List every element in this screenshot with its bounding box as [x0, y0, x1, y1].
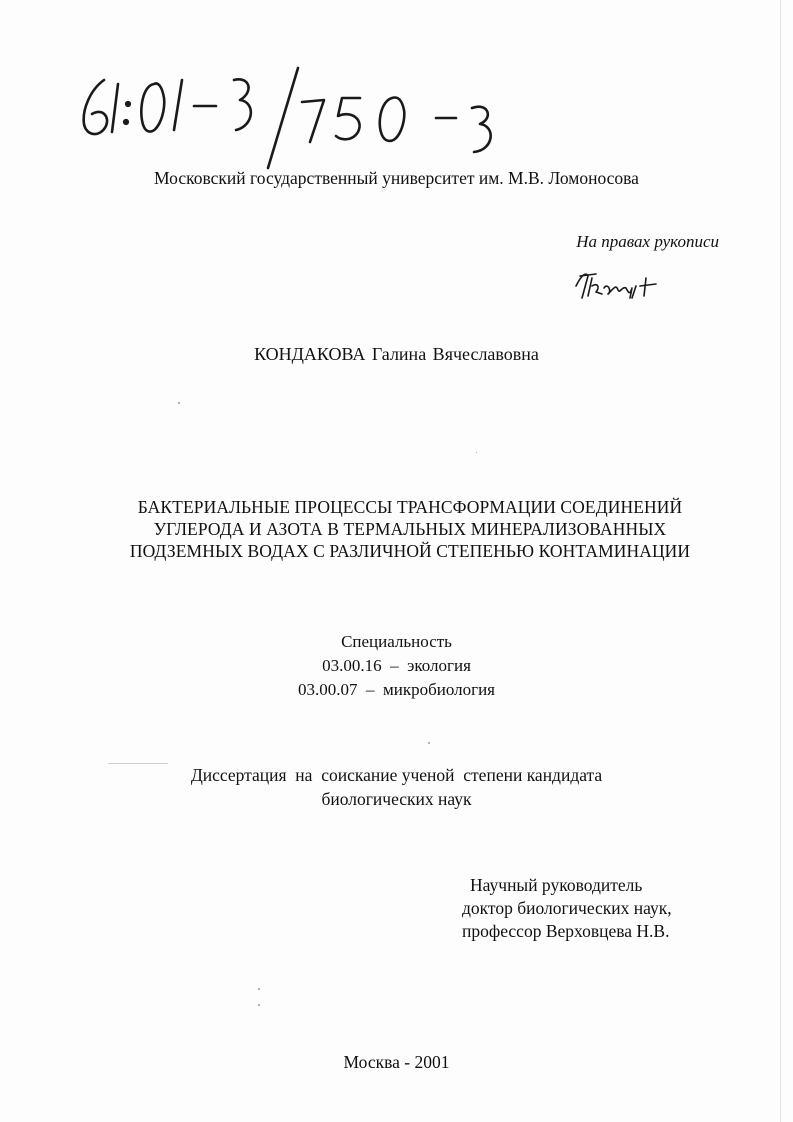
- scan-speck: [258, 988, 260, 990]
- scientific-advisor: [462, 874, 672, 943]
- advisor-name: профессор Верховцева Н.В.: [462, 921, 670, 941]
- rights-note: На правах рукописи: [576, 232, 719, 251]
- title-line-2: УГЛЕРОДА И АЗОТА В ТЕРМАЛЬНЫХ МИНЕРАЛИЗОВАННЫХ: [153, 519, 667, 539]
- dissertation-line-1: Диссертация на соискание ученой степени кандидата: [190, 765, 603, 785]
- dissertation-line-2: биологических наук: [321, 789, 472, 809]
- handwritten-archive-number: [70, 62, 530, 172]
- handwritten-number-drawing: [70, 62, 530, 172]
- title-line-3: ПОДЗЕМНЫХ ВОДАХ С РАЗЛИЧНОЙ СТЕПЕНЬЮ КОНТАМИНАЦИИ: [129, 541, 691, 561]
- title-line-1: БАКТЕРИАЛЬНЫЕ ПРОЦЕССЫ ТРАНСФОРМАЦИИ СОЕДИНЕНИЙ: [137, 497, 683, 517]
- signature-drawing: [572, 266, 662, 302]
- specialty-block: [0, 630, 793, 702]
- dissertation-statement: [0, 763, 793, 811]
- university-name: Московский государственный университет им. М.В. Ломоносова: [154, 168, 639, 188]
- author-name: КОНДАКОВА Галина Вячеславовна: [254, 344, 539, 364]
- author-signature: [572, 266, 662, 302]
- specialty-item: 03.00.07 – микробиология: [297, 680, 495, 699]
- scan-edge: [780, 0, 781, 1122]
- advisor-role: Научный руководитель: [470, 875, 643, 895]
- scan-speck: [178, 402, 180, 404]
- advisor-degree: доктор биологических наук,: [462, 898, 672, 918]
- specialty-heading: Специальность: [341, 632, 452, 651]
- scan-speck: [258, 1004, 260, 1006]
- specialty-item: 03.00.16 – экология: [322, 656, 471, 675]
- scan-speck: [428, 742, 430, 744]
- scan-speck: [476, 452, 477, 453]
- city-year: Москва - 2001: [343, 1052, 450, 1072]
- dissertation-title: [60, 496, 760, 562]
